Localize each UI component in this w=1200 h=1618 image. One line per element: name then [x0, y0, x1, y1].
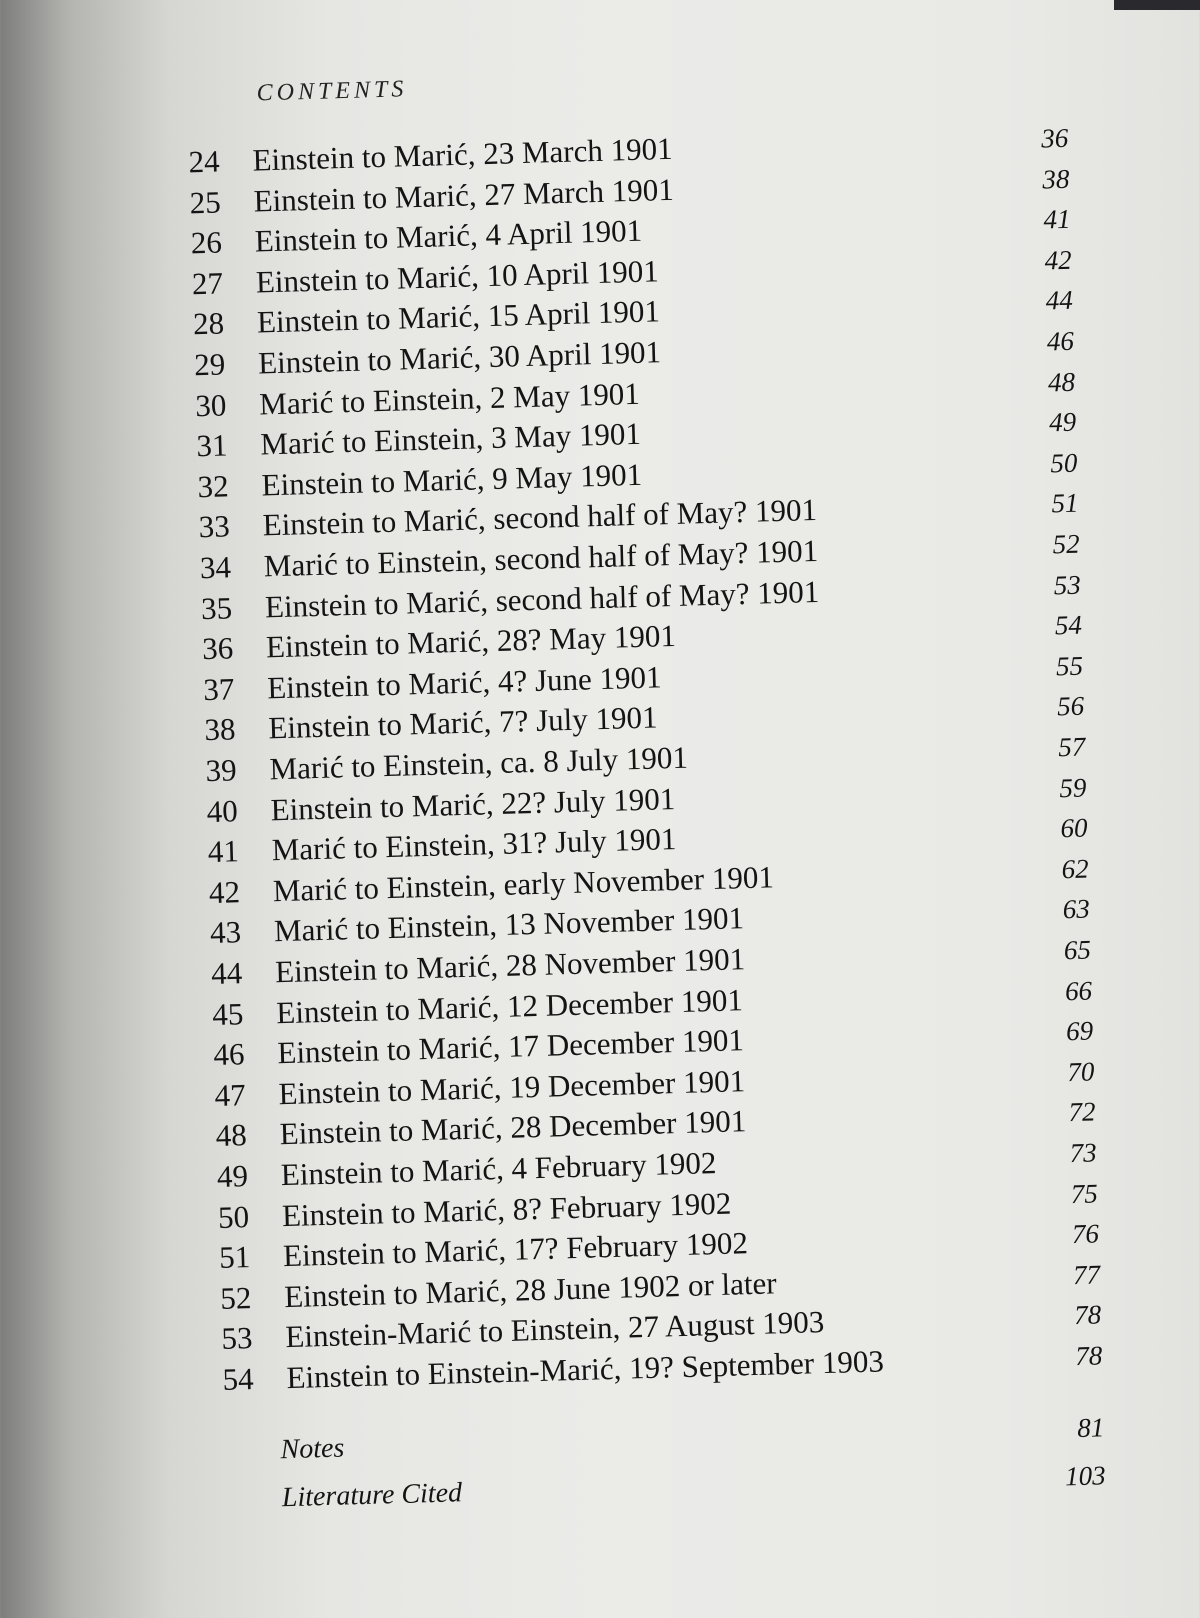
- entry-number: 46: [213, 1036, 245, 1073]
- entry-title: Einstein to Marić, 7? July 1901: [267, 699, 658, 746]
- entry-page-number: 78: [1074, 1340, 1103, 1372]
- entry-number: 42: [208, 874, 241, 910]
- back-matter-page-number: 81: [1076, 1412, 1105, 1444]
- entry-number: 26: [190, 224, 223, 261]
- entry-page-number: 50: [1049, 447, 1078, 479]
- entry-title: Marić to Einstein, 3 May 1901: [259, 416, 642, 462]
- entry-title: Einstein to Marić, 28? May 1901: [265, 618, 677, 665]
- entry-page-number: 52: [1052, 528, 1080, 560]
- entry-number: 54: [222, 1361, 255, 1397]
- entry-page-number: 76: [1071, 1218, 1100, 1250]
- entry-page-number: 62: [1061, 853, 1090, 885]
- entry-page-number: 60: [1060, 812, 1088, 844]
- back-matter-page-number: 103: [1064, 1460, 1107, 1492]
- entry-page-number: 78: [1073, 1299, 1102, 1331]
- entry-page-number: 73: [1069, 1137, 1097, 1169]
- entry-page-number: 72: [1068, 1096, 1096, 1128]
- entry-title: Einstein to Marić, 28 November 1901: [274, 941, 746, 990]
- entry-title: Einstein to Marić, 17? February 1902: [282, 1225, 749, 1274]
- entry-title: Einstein to Marić, 4 April 1901: [254, 212, 643, 259]
- entry-page-number: 53: [1053, 569, 1082, 600]
- entry-title: Marić to Einstein, 31? July 1901: [271, 821, 677, 868]
- entry-number: 37: [202, 671, 235, 707]
- entry-number: 30: [194, 387, 227, 423]
- entry-number: 35: [200, 589, 233, 626]
- entry-page-number: 65: [1063, 934, 1092, 966]
- entry-number: 31: [196, 427, 228, 464]
- entry-page-number: 48: [1047, 366, 1076, 398]
- entry-number: 52: [219, 1279, 252, 1316]
- entry-title: Einstein to Marić, 4? June 1901: [266, 659, 662, 706]
- entry-number: 41: [207, 833, 240, 870]
- entry-page-number: 66: [1064, 975, 1093, 1006]
- entry-page-number: 55: [1055, 650, 1084, 682]
- entry-number: 29: [193, 346, 226, 383]
- entry-title: Marić to Einstein, 13 November 1901: [273, 900, 745, 949]
- entry-number: 27: [191, 265, 224, 302]
- entry-title: Marić to Einstein, second half of May? 1901: [263, 532, 819, 584]
- entry-title: Einstein to Marić, 27 March 1901: [253, 171, 675, 219]
- entry-page-number: 63: [1062, 893, 1091, 925]
- entry-number: 25: [189, 184, 222, 220]
- entry-page-number: 46: [1046, 325, 1075, 357]
- entry-page-number: 38: [1041, 163, 1070, 195]
- entry-title: Einstein to Marić, 9 May 1901: [261, 456, 643, 503]
- entry-number: 24: [188, 143, 221, 180]
- entry-number: 51: [218, 1239, 251, 1276]
- entry-page-number: 70: [1066, 1056, 1095, 1087]
- entry-title: Einstein to Marić, 12 December 1901: [275, 981, 744, 1030]
- entry-title: Einstein to Marić, 30 April 1901: [257, 334, 662, 381]
- entry-page-number: 69: [1065, 1015, 1094, 1047]
- entry-number: 53: [220, 1320, 253, 1357]
- entry-title: Einstein to Marić, 28 June 1902 or later: [283, 1265, 778, 1314]
- entry-number: 48: [215, 1117, 248, 1154]
- entry-page-number: 59: [1058, 772, 1087, 803]
- entry-number: 28: [192, 305, 225, 342]
- entry-title: Marić to Einstein, ca. 8 July 1901: [269, 739, 689, 787]
- back-matter-title: Literature Cited: [281, 1477, 463, 1514]
- entry-page-number: 75: [1070, 1177, 1099, 1209]
- entry-number: 49: [216, 1158, 249, 1194]
- back-matter-title: Notes: [280, 1432, 345, 1466]
- entry-title: Einstein to Marić, second half of May? 1901: [262, 492, 818, 543]
- entry-number: 34: [199, 549, 232, 586]
- entry-number: 39: [205, 752, 238, 789]
- entry-title: Einstein-Marić to Einstein, 27 August 1903: [284, 1304, 825, 1355]
- entry-page-number: 51: [1051, 488, 1079, 519]
- entry-title: Einstein to Marić, 17 December 1901: [276, 1022, 745, 1071]
- entry-number: 36: [201, 630, 234, 667]
- entry-title: Einstein to Marić, 22? July 1901: [270, 780, 676, 827]
- entry-number: 47: [214, 1076, 247, 1113]
- entry-title: Einstein to Einstein-Marić, 19? September 1903: [286, 1343, 885, 1396]
- entry-title: Marić to Einstein, early November 1901: [272, 859, 775, 909]
- entry-number: 33: [198, 508, 231, 545]
- entry-page-number: 44: [1045, 285, 1074, 316]
- entry-title: Einstein to Marić, second half of May? 1901: [264, 573, 820, 624]
- entry-number: 32: [197, 468, 230, 505]
- entry-number: 45: [211, 995, 244, 1032]
- entry-number: 44: [210, 955, 243, 992]
- entry-page-number: 41: [1043, 203, 1071, 235]
- entry-title: Einstein to Marić, 19 December 1901: [278, 1062, 746, 1112]
- entry-page-number: 77: [1072, 1259, 1101, 1290]
- entry-page-number: 57: [1057, 731, 1086, 763]
- entry-number: 50: [217, 1198, 250, 1235]
- entry-title: Einstein to Marić, 28 December 1901: [279, 1103, 747, 1152]
- entry-page-number: 49: [1048, 406, 1077, 438]
- entry-page-number: 36: [1040, 122, 1069, 154]
- entry-page-number: 56: [1056, 690, 1085, 722]
- running-head: CONTENTS: [256, 76, 408, 107]
- entry-number: 40: [206, 792, 239, 829]
- entry-page-number: 54: [1054, 609, 1083, 641]
- entry-title: Einstein to Marić, 4 February 1902: [280, 1145, 717, 1193]
- entry-title: Einstein to Marić, 8? February 1902: [281, 1185, 732, 1233]
- page-corner-edge: [1114, 0, 1200, 10]
- entry-number: 38: [203, 711, 236, 748]
- entry-page-number: 42: [1044, 244, 1073, 276]
- entry-number: 43: [209, 914, 242, 951]
- entry-title: Einstein to Marić, 10 April 1901: [255, 253, 660, 300]
- entry-title: Einstein to Marić, 23 March 1901: [252, 130, 674, 178]
- entry-title: Einstein to Marić, 15 April 1901: [256, 293, 661, 340]
- entry-title: Marić to Einstein, 2 May 1901: [258, 375, 641, 422]
